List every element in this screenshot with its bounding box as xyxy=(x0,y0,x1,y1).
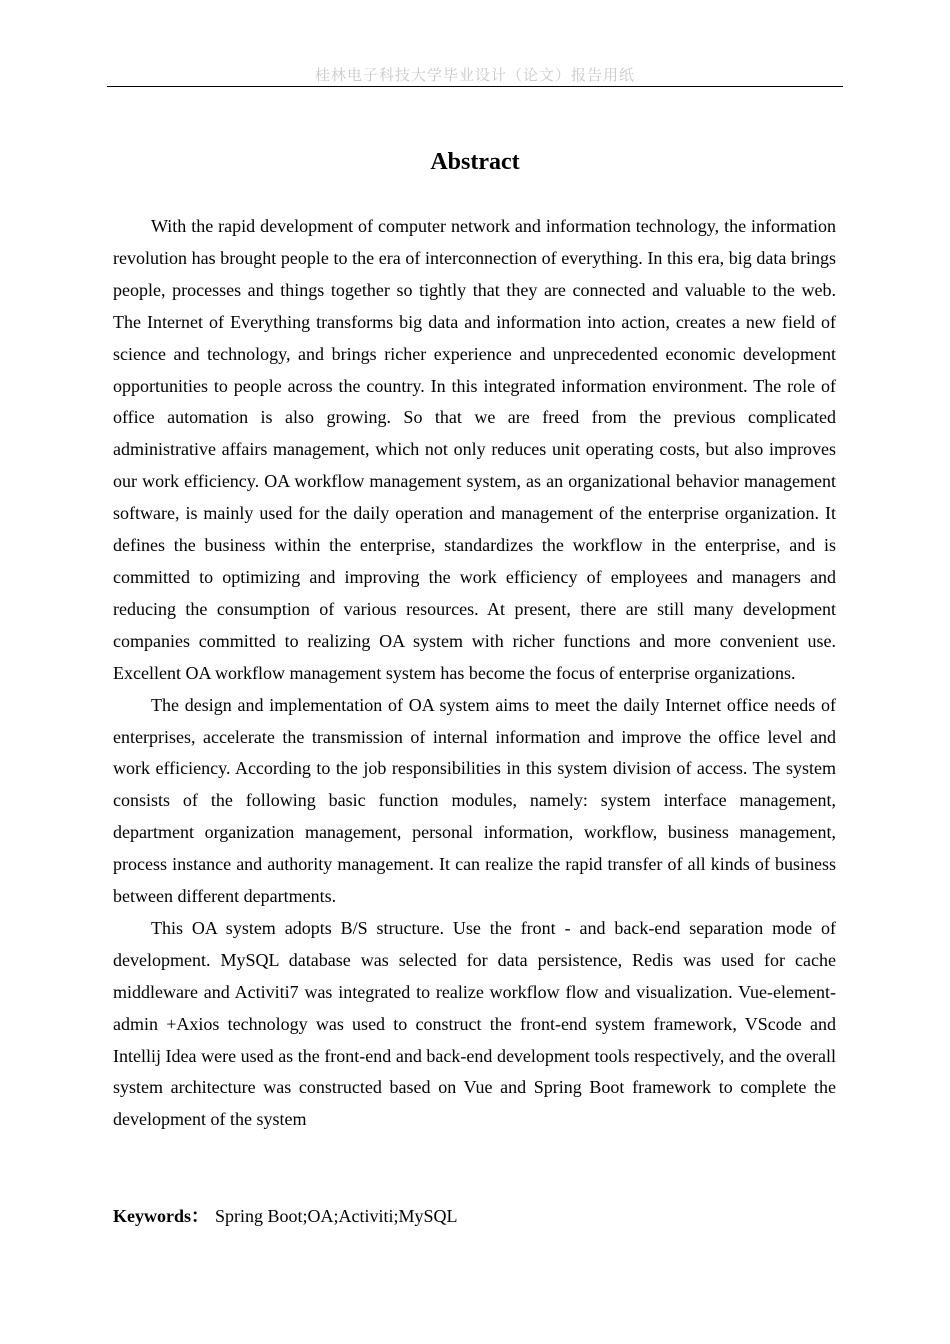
abstract-paragraph-3: This OA system adopts B/S structure. Use the front - and back-end separation mode of development. MySQL database was selected for data persistence, Redis was used for cache middleware and Activiti7 was integrated to realize workflow flow and visualization. Vue-element-admin +Axios technology was used to construct the front-end system framework, VScode and Intellij Idea were used as the front-end and back-end development tools respectively, and the overall system architecture was constructed based on Vue and Spring Boot framework to complete the development of the system xyxy=(113,917,836,1130)
abstract-paragraph-1: With the rapid development of computer network and information technology, the information revolution has brought people to the era of interconnection of everything. In this era, big data brings people, processes and things together so tightly that they are connected and valuable to the web. The Internet of Everything transforms big data and information into action, creates a new field of science and technology, and brings richer experience and unprecedented economic development opportunities to people across the country. In this integrated information environment. The role of office automation is also growing. So that we are freed from the previous complicated administrative affairs management, which not only reduces unit operating costs, but also improves our work efficiency. OA workflow management system, as an organizational behavior management software, is mainly used for the daily operation and management of the enterprise organization. It defines the business within the enterprise, standardizes the workflow in the enterprise, and is committed to optimizing and improving the work efficiency of employees and managers and reducing the consumption of various resources. At present, there are still many development companies committed to realizing OA system with richer functions and more convenient use. Excellent OA workflow management system has become the focus of enterprise organizations. xyxy=(113,216,836,683)
abstract-body xyxy=(113,211,836,1136)
page-title: Abstract xyxy=(430,149,520,175)
keywords-label: Keywords： xyxy=(113,1206,209,1226)
keywords-line xyxy=(113,1201,836,1232)
running-header: 桂林电子科技大学毕业设计（论文）报告用纸 xyxy=(107,64,843,87)
keywords-value: Spring Boot;OA;Activiti;MySQL xyxy=(215,1206,458,1226)
abstract-paragraph-2: The design and implementation of OA system aims to meet the daily Internet office needs of enterprises, accelerate the transmission of internal information and improve the office level and work efficiency. According to the job responsibilities in this system division of access. The system consists of the following basic function modules, namely: system interface management, department organization management, personal information, workflow, business management, process instance and authority management. It can realize the rapid transfer of all kinds of business between different departments. xyxy=(113,694,836,907)
